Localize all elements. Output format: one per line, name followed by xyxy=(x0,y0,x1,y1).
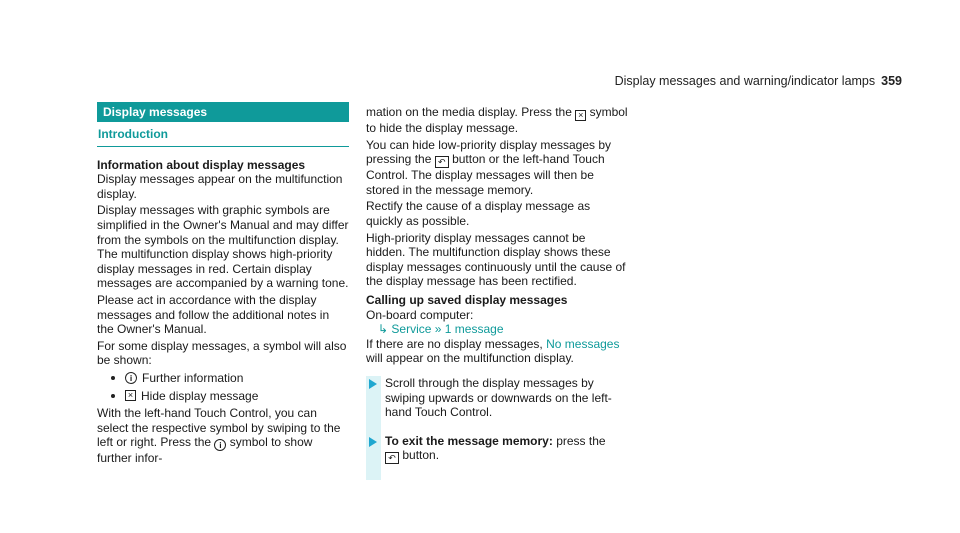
left-column xyxy=(97,102,349,466)
text-run: button or the left-hand Touch Control. The display messages will then be stored in the message memory. xyxy=(366,152,605,197)
bullet-text: Hide display message xyxy=(141,388,259,403)
info-icon: i xyxy=(214,439,226,451)
bullet-dot xyxy=(111,376,115,380)
step-triangle-icon xyxy=(369,437,377,447)
text-run: symbol to show further infor- xyxy=(97,435,313,466)
paragraph xyxy=(366,105,628,136)
step-text: button. xyxy=(402,448,440,463)
menu-path xyxy=(378,322,628,337)
saved-messages-heading: Calling up saved display messages xyxy=(366,292,568,307)
double-chevron-icon: » xyxy=(434,322,442,337)
menu-path-service[interactable]: Service xyxy=(391,322,432,337)
instruction-steps xyxy=(366,376,628,464)
info-heading: Information about display messages xyxy=(97,157,306,172)
text-run: will appear on the multifunction display. xyxy=(366,351,574,366)
section-divider xyxy=(97,146,349,147)
close-icon: × xyxy=(575,110,586,121)
step-text: press the xyxy=(556,433,606,448)
page-header xyxy=(615,74,902,88)
close-icon: × xyxy=(125,390,136,401)
text-run: symbol to hide the display message. xyxy=(366,105,628,135)
text-run: With the left-hand Touch Control, you can select the respective symbol by swiping to the left or right. Press the xyxy=(97,406,341,450)
paragraph xyxy=(97,406,349,466)
bullet-text: Further information xyxy=(142,370,244,385)
paragraph: Display messages appear on the multifunction display. xyxy=(97,172,343,201)
paragraph: Please act in accordance with the display messages and follow the additional notes in the Owner's Manual. xyxy=(97,292,330,337)
step-label: To exit the message memory: xyxy=(385,433,553,448)
bullet-dot xyxy=(111,394,115,398)
paragraph: High-priority display messages cannot be hidden. The multifunction display shows these display messages continuously until the cause of the display message has been rectified. xyxy=(366,230,626,289)
subsection-title: Introduction xyxy=(98,127,168,141)
text-run: If there are no display messages, xyxy=(366,336,543,351)
step-item xyxy=(366,434,628,465)
step-triangle-icon xyxy=(369,379,377,389)
paragraph: On-board computer: xyxy=(366,307,474,322)
page-number: 359 xyxy=(881,74,902,88)
no-messages-label: No messages xyxy=(546,336,620,351)
paragraph: Display messages with graphic symbols are simplified in the Owner's Manual and may differ from the symbols on the multifunction display. The multifunction display shows high-priority display messages in red. Certain display messages are accompanied by a warning tone. xyxy=(97,203,349,291)
arrow-icon: ↳ xyxy=(378,322,389,337)
paragraph xyxy=(366,138,628,198)
back-icon: ↶ xyxy=(435,156,449,168)
text-run: You can hide low-priority display messages by pressing the xyxy=(366,137,612,167)
list-item xyxy=(111,389,349,404)
step-item xyxy=(366,376,628,420)
paragraph: For some display messages, a symbol will also be shown: xyxy=(97,338,347,368)
step-text: Scroll through the display messages by swiping upwards or downwards on the left-hand Touch Control. xyxy=(385,375,612,420)
right-column xyxy=(366,105,628,464)
paragraph: Rectify the cause of a display message as quickly as possible. xyxy=(366,199,591,228)
info-icon: i xyxy=(125,372,137,384)
section-title: Display messages xyxy=(97,102,349,122)
back-icon: ↶ xyxy=(385,452,399,464)
paragraph xyxy=(366,337,628,366)
menu-path-message[interactable]: 1 message xyxy=(444,322,504,337)
list-item xyxy=(111,371,349,386)
header-title: Display messages and warning/indicator lamps xyxy=(614,74,876,88)
text-run: mation on the media display. Press the xyxy=(366,105,572,119)
